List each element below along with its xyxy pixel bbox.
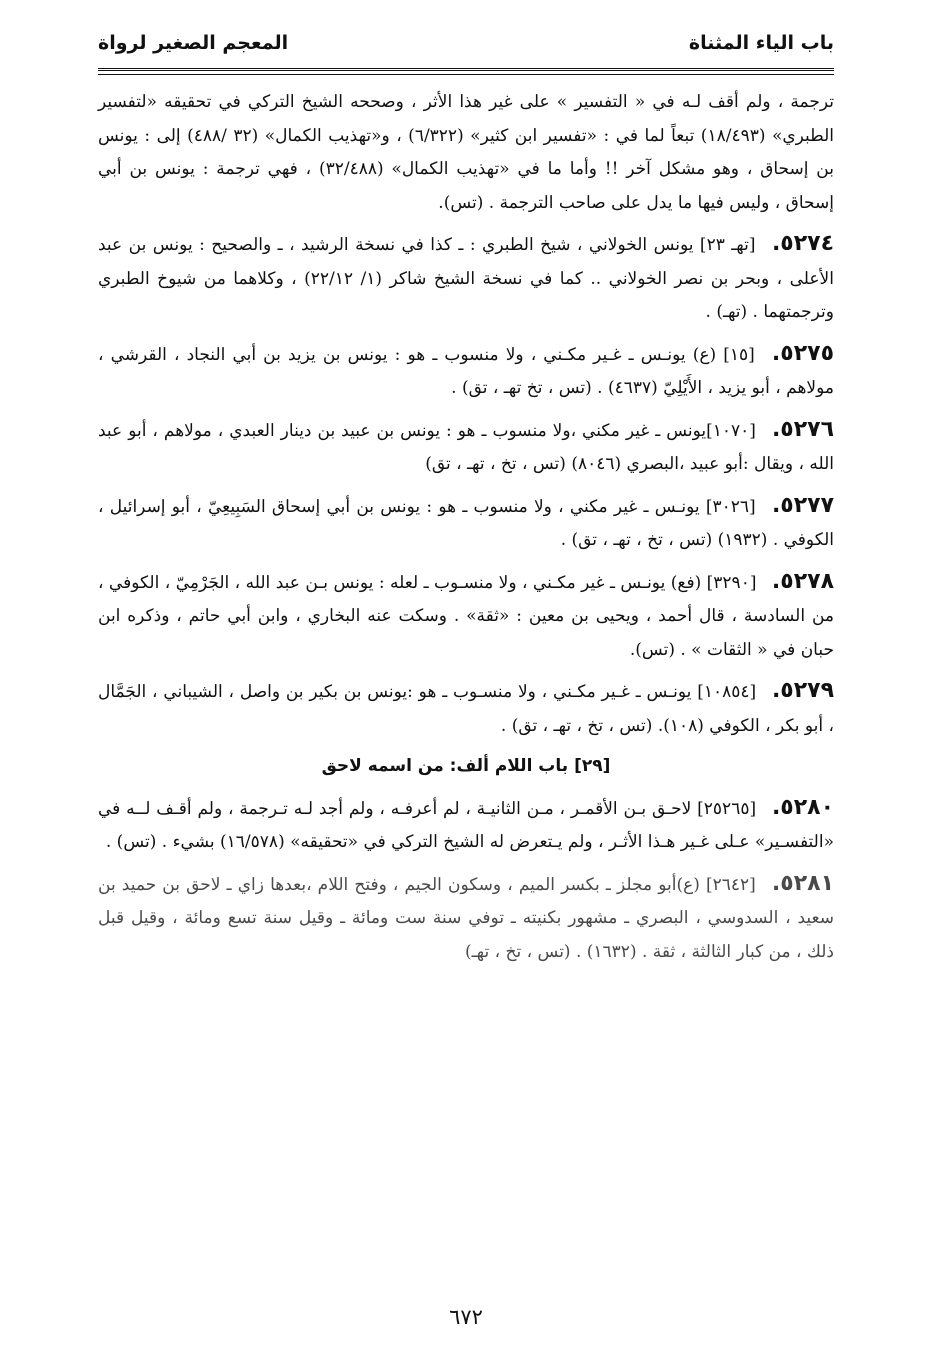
entry-number: ٥٢٧٨. xyxy=(771,568,834,594)
book-title: المعجم الصغير لرواة xyxy=(98,32,289,54)
entry-text: [١٠٨٥٤] يونـس ـ غـير مكـني ، ولا منسـوب ـ هو :يونس بن بكير بن واصل ، الشيباني ، الجَمَّال ، أبو بكر ، الكوفي (١٠٨). (تس ، تخ ، تهـ ، تق) . xyxy=(98,682,834,736)
entry-text: [٣٠٢٦] يونـس ـ غير مكني ، ولا منسوب ـ هو : يونس بن أبي إسحاق السَبِيعِيّ ، أبو إسرائيل ، الكوفي . (١٩٣٢) (تس ، تخ ، تهـ ، تق) . xyxy=(98,496,834,550)
entry-text: [٢٥٢٦٥] لاحـق بـن الأقمـر ، مـن الثانيـة ، لم أعرفـه ، ولم أجد لـه تـرجمة ، ولم أقـف لــه في «التفسـير» عـلى غـير هـذا الأثـر ، ولم يـتعرض له الشيخ التركي في «تحقيقه» (١٦/٥٧٨) بشيء . (تس) . xyxy=(98,798,834,852)
section-heading: [٢٩] باب اللام ألف: من اسمه لاحق xyxy=(321,756,611,776)
running-head xyxy=(98,28,834,62)
entry-number: ٥٢٧٩. xyxy=(771,678,835,703)
entry-5275 xyxy=(98,337,834,406)
entry-number: ٥٢٨٠. xyxy=(771,794,835,820)
entry-5281 xyxy=(98,867,834,970)
entry-number: ٥٢٧٧. xyxy=(771,492,835,518)
entry-number: ٥٢٧٦. xyxy=(771,416,835,442)
entry-text: [٣٢٩٠] (فع) يونـس ـ غير مكـني ، ولا منسـوب ـ لعله : يونس بـن عبد الله ، الجَرْمِيّ ، الكوفي ، من السادسة ، قال أحمد ، ويحيى بن معين : «ثقة» . وسكت عنه البخاري ، وابن أبي حاتم ، وذكره ابن حبان في « الثقات » . (تس). xyxy=(98,572,834,660)
entry-number: ٥٢٧٥. xyxy=(771,340,834,366)
header-divider xyxy=(98,68,834,75)
entry-number: ٥٢٧٤. xyxy=(771,231,835,256)
entry-number: ٥٢٨١. xyxy=(771,870,834,896)
entry-5278 xyxy=(98,565,834,668)
entry-5277 xyxy=(98,489,834,558)
entry-5280 xyxy=(98,791,834,860)
entry-text: [١٥] (ع) يونـس ـ غـير مكـني ، ولا منسوب ـ هو : يونس بن يزيد بن أبي النجاد ، القرشي ، مولاهم ، أبو يزيد ، الأَيْلِيّ (٤٦٣٧) . (تس ، تخ تهـ ، تق) . xyxy=(98,344,834,398)
page-body xyxy=(98,86,834,976)
entry-5274 xyxy=(98,227,834,330)
entry-5279 xyxy=(98,674,834,743)
entry-text: [٢٦٤٢] (ع)أبو مجلز ـ بكسر الميم ، وسكون الجيم ، وفتح اللام ،بعدها زاي ـ لاحق بن حميد بن سعيد ، السدوسي ، البصري ـ مشهور بكنيته ـ توفي سنة ست ومائة ـ وقيل سنة تسع ومائة ، وقيل قبل ذلك ، من كبار الثالثة ، ثقة . (١٦٣٢) . (تس ، تخ ، تهـ) xyxy=(98,874,834,962)
chapter-title: باب الياء المثناة xyxy=(688,32,834,54)
intro-paragraph: ترجمة ، ولم أقف لـه في « التفسير » على غير هذا الأثر ، وصححه الشيخ التركي في تحقيقه «لتفسير الطبري» (١٨/٤٩٣) تبعاً لما في : «تفسير ابن كثير» (٦/٣٢٢) ، و«تهذيب الكمال» (٣٢ /٤٨٨) إلى : يونس بن إسحاق ، وهو مشكل آخر !! وأما ما في «تهذيب الكمال» (٣٢/٤٨٨) ، فهي ترجمة : يونس بن أبي إسحاق ، وليس فيها ما يدل على صاحب الترجمة . (تس). xyxy=(98,92,835,213)
entry-text: [١٠٧٠]يونس ـ غير مكني ،ولا منسوب ـ هو : يونس بن عبيد بن دينار العبدي ، مولاهم ، أبو عبد الله ، ويقال :أبو عبيد ،البصري (٨٠٤٦) (تس ، تخ ، تهـ ، تق) xyxy=(98,420,834,474)
page-number: ٦٧٢ xyxy=(449,1305,483,1329)
entry-text: [تهـ ٢٣] يونس الخولاني ، شيخ الطبري : ـ كذا في نسخة الرشيد ، ـ والصحيح : يونس بن عبد الأعلى ، وبحر بن نصر الخولاني .. كما في نسخة الشيخ شاكر (١/ ٢٢/١٢) ، وكلاهما من شيوخ الطبري وترجمتهما . (تهـ) . xyxy=(98,235,834,322)
entry-5276 xyxy=(98,413,834,482)
